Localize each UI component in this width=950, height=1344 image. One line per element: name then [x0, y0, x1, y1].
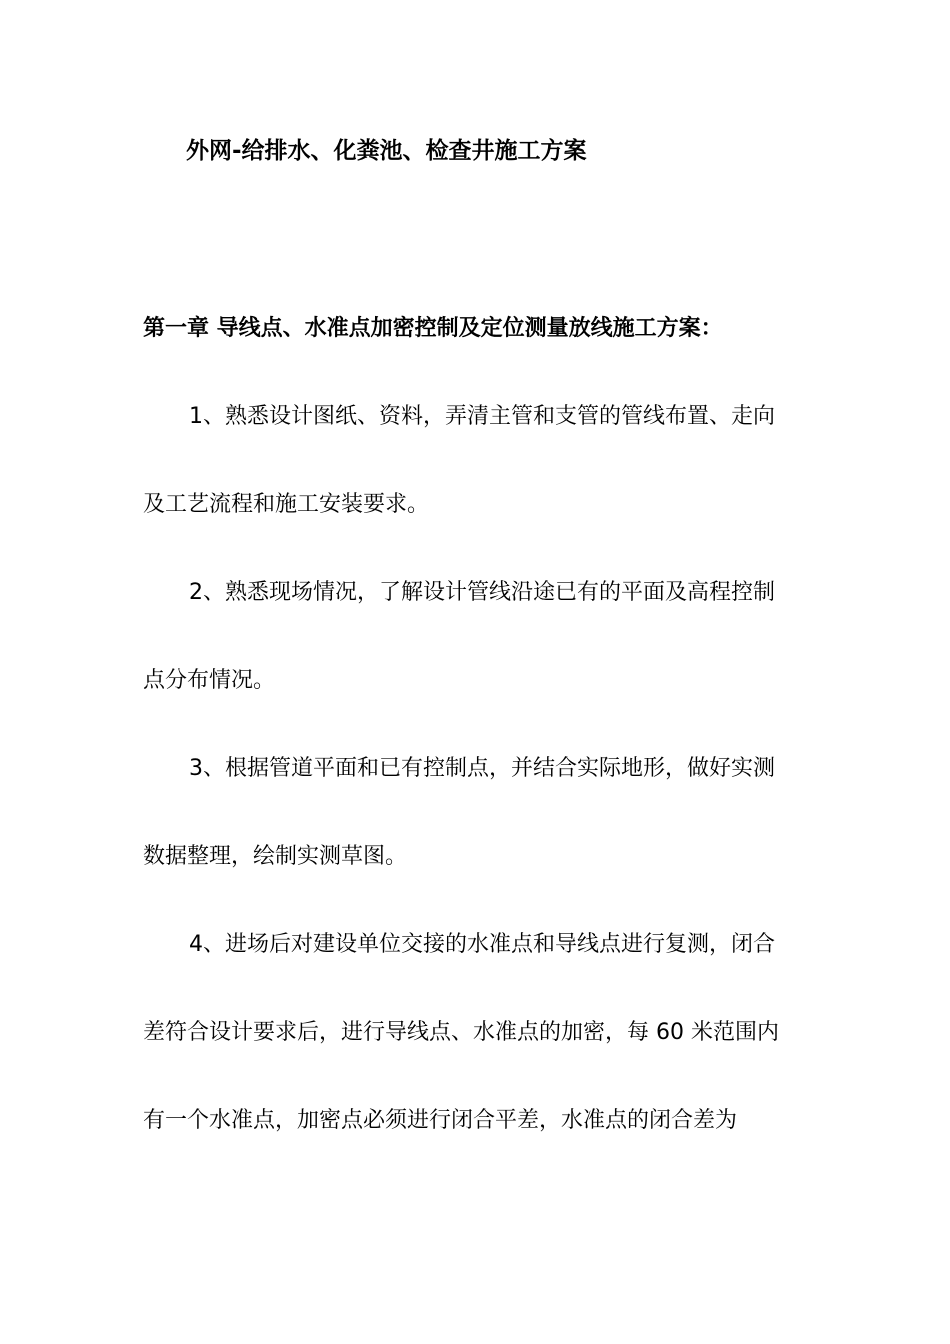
paragraph-4-line-1: 4、进场后对建设单位交接的水准点和导线点进行复测，闭合 [189, 932, 775, 957]
paragraph-2-line-1: 2、熟悉现场情况，了解设计管线沿途已有的平面及高程控制 [189, 580, 775, 605]
paragraph-4-line-2: 差符合设计要求后，进行导线点、水准点的加密，每 60 米范围内 [143, 1020, 779, 1045]
paragraph-3-line-1: 3、根据管道平面和已有控制点，并结合实际地形，做好实测 [189, 756, 775, 781]
paragraph-3-line-2: 数据整理，绘制实测草图。 [143, 844, 408, 869]
paragraph-4-line-3: 有一个水准点，加密点必须进行闭合平差，水准点的闭合差为 [143, 1108, 738, 1133]
paragraph-1-line-1: 1、熟悉设计图纸、资料，弄清主管和支管的管线布置、走向 [189, 404, 775, 429]
paragraph-2-line-2: 点分布情况。 [143, 668, 276, 693]
document-title: 外网-给排水、化粪池、检查井施工方案 [186, 138, 587, 164]
paragraph-1-line-2: 及工艺流程和施工安装要求。 [143, 492, 430, 517]
chapter-heading: 第一章 导线点、水准点加密控制及定位测量放线施工方案： [143, 316, 723, 341]
